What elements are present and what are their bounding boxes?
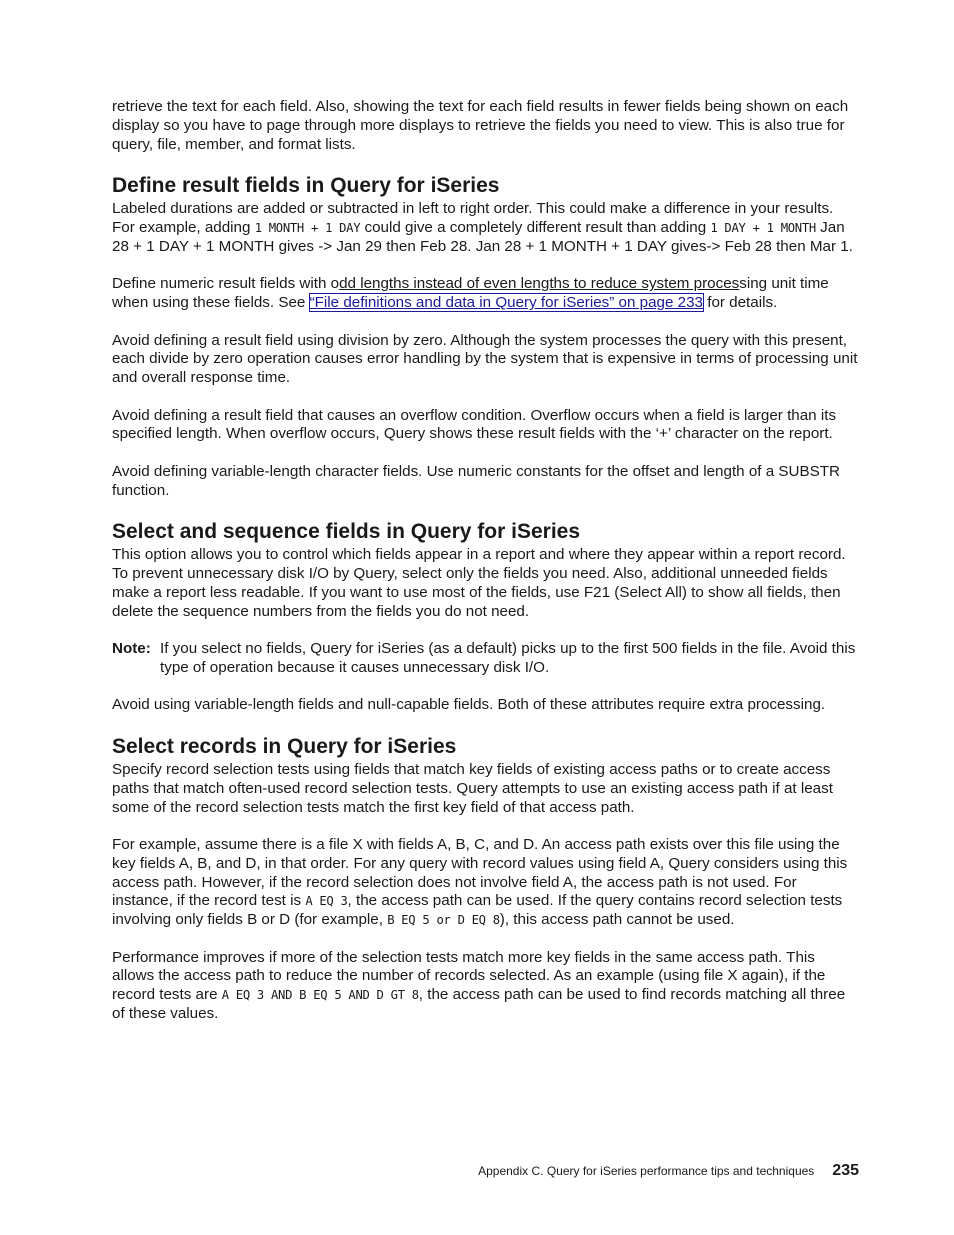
page-content <box>112 98 860 1024</box>
code-a-eq-3: A EQ 3 <box>305 894 348 909</box>
result-fields-paragraph-4: Avoid defining a result field that causes an overflow condition. Overflow occurs when a field is larger than its specified length. When overflow occurs, Query shows these result fields with the ‘+’ character on the report. <box>112 406 837 443</box>
result-fields-paragraph-1: Labeled durations are added or subtracted in left to right order. This could make a difference in your results. For example, adding 1 MONTH + 1 DAY could give a completely different result than adding 1 DAY + 1 MONTH Jan 28 + 1 DAY + 1 MONTH gives -> Jan 29 then Feb 28. Jan 28 + 1 MONTH + 1 DAY gives-> Feb 28 then Mar 1. <box>112 200 853 255</box>
note-block <box>112 640 860 678</box>
sequence-fields-paragraph-2: Avoid using variable-length fields and null-capable fields. Both of these attributes require extra processing. <box>112 696 826 714</box>
heading-select-sequence-fields: Select and sequence fields in Query for iSeries <box>112 520 581 544</box>
page-number: 235 <box>832 1162 859 1179</box>
select-records-paragraph-1: Specify record selection tests using fields that match key fields of existing access paths or to create access paths that match often-used record selection tests. Query attempts to use an existing access path if at least some of the record selection tests match the first key field of that access path. <box>112 761 833 816</box>
heading-select-records: Select records in Query for iSeries <box>112 735 457 759</box>
note-label: Note: <box>112 640 151 658</box>
code-day-month: 1 DAY + 1 MONTH <box>710 221 816 236</box>
select-records-paragraph-2: For example, assume there is a file X with fields A, B, C, and D. An access path exists over this file using the key fields A, B, and D, in that order. For any query with record values using field A, Query considers using this access path. However, if the record selection does not involve field A, the access path is not used. For instance, if the record test is A EQ 3, the access path can be used. If the query contains record selection tests involving only fields B or D (for example, B EQ 5 or D EQ 8), this access path cannot be used. <box>112 836 848 929</box>
note-text: If you select no fields, Query for iSeries (as a default) picks up to the first 500 fields in the file. Avoid this type of operation because it causes unnecessary disk I/O. <box>160 640 856 676</box>
result-fields-paragraph-5: Avoid defining variable-length character fields. Use numeric constants for the offset and length of a SUBSTR function. <box>112 462 840 499</box>
result-fields-paragraph-3: Avoid defining a result field using division by zero. Although the system processes the query with this present, each divide by zero operation causes error handling by the system that is expensive in terms of processing unit and overall response time. <box>112 331 858 387</box>
page-footer <box>478 1162 859 1180</box>
file-definitions-link[interactable]: “File definitions and data in Query for iSeries” on page 233 <box>309 294 703 312</box>
highlighted-text: dd lengths instead of even lengths to reduce system proces <box>339 275 740 293</box>
code-a-eq-3-and-b-eq-5-and-d-gt-8: A EQ 3 AND B EQ 5 AND D GT 8 <box>221 988 419 1003</box>
footer-title: Appendix C. Query for iSeries performance tips and techniques <box>478 1164 815 1178</box>
code-month-day: 1 MONTH + 1 DAY <box>254 221 361 236</box>
heading-define-result-fields: Define result fields in Query for iSeries <box>112 174 500 198</box>
result-fields-paragraph-2: Define numeric result fields with odd lengths instead of even lengths to reduce system processing unit time when using these fields. See “File definitions and data in Query for iSeries” on page 233 for details. <box>112 275 829 312</box>
sequence-fields-paragraph-1: This option allows you to control which fields appear in a report and where they appear within a report record. To prevent unnecessary disk I/O by Query, select only the fields you need. Also, additional unneeded fields make a report less readable. If you want to use most of the fields, use F21 (Select All) to show all fields, then delete the sequence numbers from the fields you do not need. <box>112 546 846 620</box>
code-b-eq-5-or-d-eq-8: B EQ 5 or D EQ 8 <box>387 913 500 928</box>
intro-paragraph: retrieve the text for each field. Also, showing the text for each field results in fewer fields being shown on each display so you have to page through more displays to retrieve the fields you need to view. This is also true for query, file, member, and format lists. <box>112 98 849 153</box>
select-records-paragraph-3: Performance improves if more of the selection tests match more key fields in the same access path. This allows the access path to reduce the number of records selected. As an example (using file X again), if the record tests are A EQ 3 AND B EQ 5 AND D GT 8, the access path can be used to find records matching all three of these values. <box>112 948 846 1023</box>
